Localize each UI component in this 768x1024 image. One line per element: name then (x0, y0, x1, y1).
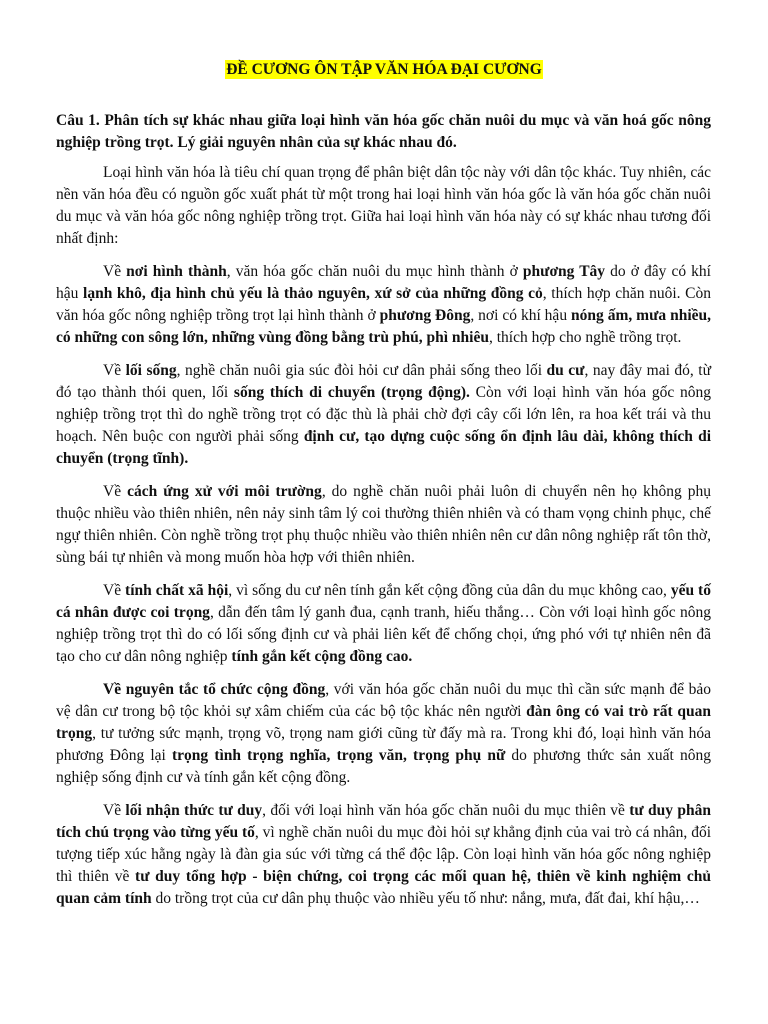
title-block (0, 60, 768, 79)
bold-run: lạnh khô, địa hình chủ yếu là thảo nguyên, xứ sở của những đồng cỏ (83, 285, 543, 302)
bold-run: sống thích di chuyển (trọng động). (233, 384, 470, 401)
paragraph-intro (56, 162, 711, 250)
bold-run: phương Tây (522, 263, 606, 280)
text-run: Về (103, 582, 126, 599)
text-run: , vì sống du cư nên tính gắn kết cộng đồng của dân du mục không cao, (228, 582, 671, 599)
paragraph-loi-song (56, 360, 711, 470)
paragraph-nguyen-tac-to-chuc (56, 679, 711, 789)
bold-run: cách ứng xử với môi trường (127, 483, 322, 500)
text-run: Về (103, 802, 126, 819)
paragraph-noi-hinh-thanh (56, 261, 711, 349)
text-run: , dẫn đến tâm lý ganh đua, cạnh tranh, hiếu thắng… Còn với loại hình gốc nông nghiệp trồng trọt thì do có lối sống định cư và phải liên kết để chống chọi, ứng phó với tự nhiên nên đã tạo cho cư dân nông nghiệp (56, 604, 711, 665)
paragraph-cach-ung-xu (56, 481, 711, 569)
bold-run: tính gắn kết cộng đồng cao. (231, 648, 413, 665)
bold-run: tư duy phân tích chú trọng vào từng yếu tố (56, 802, 711, 841)
paragraph-list (56, 162, 711, 910)
bold-run: phương Đông (379, 307, 471, 324)
text-run: , thích hợp cho nghề trồng trọt. (488, 329, 682, 346)
text-run: , văn hóa gốc chăn nuôi du mục hình thành ở (226, 263, 523, 280)
bold-run: trọng tình trọng nghĩa, trọng văn, trọng phụ nữ (172, 747, 506, 764)
text-run: Về (103, 263, 127, 280)
paragraph-tinh-chat-xa-hoi (56, 580, 711, 668)
bold-run: đàn ông có vai trò rất quan trọng (56, 703, 711, 742)
bold-run: nóng ấm, mưa nhiều, có những con sông lớn, những vùng đồng bằng trù phú, phì nhiêu (56, 307, 712, 346)
text-run: Về (103, 362, 126, 379)
text-run: , đối với loại hình văn hóa gốc chăn nuôi du mục thiên về (262, 802, 630, 819)
bold-run: nơi hình thành (126, 263, 227, 280)
text-run: , do nghề chăn nuôi phải luôn di chuyển nên họ không phụ thuộc nhiều vào thiên nhiên, nên nảy sinh tâm lý coi thường thiên nhiên và có tham vọng chinh phục, chế ngự thiên nhiên. Còn nghề trồng trọt phụ thuộc nhiều vào thiên nhiên nên cư dân nông nghiệp rất tôn thờ, sùng bái tự nhiên và mong muốn hòa hợp với thiên nhiên. (56, 483, 711, 566)
bold-run: lối nhận thức tư duy (125, 802, 263, 819)
question-heading: Câu 1. Phân tích sự khác nhau giữa loại hình văn hóa gốc chăn nuôi du mục và văn hoá gốc nông nghiệp trồng trọt. Lý giải nguyên nhân của sự khác nhau đó. (56, 112, 711, 151)
text-run: Còn với loại hình văn hóa gốc nông nghiệp trồng trọt thì do nghề trồng trọt có đặc thù là phải chờ đợi cây cối lớn lên, ra hoa kết trái và thu hoạch. Nên buộc con người phải sống (56, 384, 711, 445)
text-run: , vì nghề chăn nuôi du mục đòi hỏi sự khẳng định của vai trò cá nhân, đối tượng tiếp xúc hằng ngày là đàn gia súc với từng cá thể độc lập. Còn loại hình văn hóa gốc nông nghiệp thì thiên về (56, 824, 711, 885)
bold-run: du cư (546, 362, 585, 379)
text-run: do phương thức sản xuất nông nghiệp sống định cư và tính gắn kết cộng đồng. (56, 747, 711, 786)
text-run: Loại hình văn hóa là tiêu chí quan trọng để phân biệt dân tộc này với dân tộc khác. Tuy nhiên, các nền văn hóa đều có nguồn gốc xuất phát từ một trong hai loại hình văn hóa gốc là văn hóa gốc chăn nuôi du mục và văn hóa gốc nông nghiệp trồng trọt. Giữa hai loại hình văn hóa này có sự khác nhau tương đối nhất định: (56, 164, 711, 247)
bold-run: tính chất xã hội (125, 582, 229, 599)
text-run: do ở đây có khí hậu (56, 263, 711, 302)
document-body (56, 110, 711, 921)
text-run: , nghề chăn nuôi gia súc đòi hỏi cư dân phải sống theo lối (176, 362, 547, 379)
document-title: ĐỀ CƯƠNG ÔN TẬP VĂN HÓA ĐẠI CƯƠNG (226, 61, 542, 78)
bold-run: Về nguyên tắc tổ chức cộng đồng (103, 681, 326, 698)
bold-run: tư duy tổng hợp - biện chứng, coi trọng các mối quan hệ, thiên về kinh nghiệm chủ quan cảm tính (56, 868, 711, 907)
text-run: Về (103, 483, 128, 500)
text-run: , nay đây mai đó, từ đó tạo thành thói quen, lối (56, 362, 711, 401)
bold-run: yếu tố cá nhân được coi trọng (56, 582, 711, 621)
text-run: , với văn hóa gốc chăn nuôi du mục thì cần sức mạnh để bảo vệ dân cư trong bộ tộc khỏi sự xâm chiếm của các bộ tộc khác nên người (56, 681, 711, 720)
bold-run: lối sống (125, 362, 177, 379)
paragraph-loi-nhan-thuc (56, 800, 711, 910)
text-run: , thích hợp chăn nuôi. Còn văn hóa gốc nông nghiệp trồng trọt lại hình thành ở (56, 285, 712, 324)
text-run: do trồng trọt của cư dân phụ thuộc vào nhiều yếu tố như: nắng, mưa, đất đai, khí hậu,… (151, 890, 700, 907)
bold-run: định cư, tạo dựng cuộc sống ổn định lâu dài, không thích di chuyển (trọng tĩnh). (56, 428, 711, 467)
text-run: , nơi có khí hậu (470, 307, 572, 324)
text-run: , tư tưởng sức mạnh, trọng võ, trọng nam giới cũng từ đấy mà ra. Trong khi đó, loại hình văn hóa phương Đông lại (56, 725, 711, 764)
